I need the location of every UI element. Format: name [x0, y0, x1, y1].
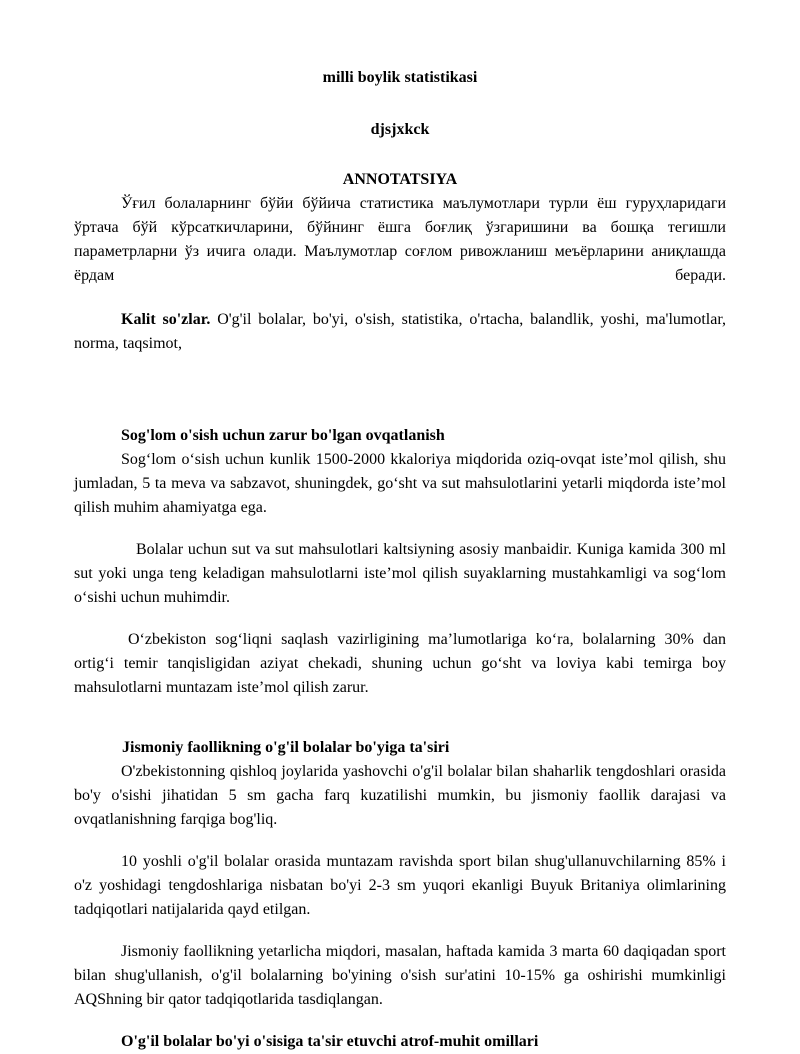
annotation-heading: ANNOTATSIYA	[342, 171, 458, 188]
keywords-label: Kalit so'zlar.	[121, 311, 211, 328]
activity-paragraph-3: Jismoniy faollikning yetarlicha miqdori, masalan, haftada kamida 3 marta 60 daqiqadan sport bilan shug'ullanish, o'g'il bolalarning bo'yining o'sish sur'atini 10-15% ga oshirishi mumkinligi AQShning bir qator tadqiqotlarida tasdiqlangan.	[74, 943, 726, 1008]
activity-paragraph-2: 10 yoshli o'g'il bolalar orasida muntazam ravishda sport bilan shug'ullanuvchilarning 85% i o'z yoshidagi tengdoshlariga nisbatan bo'yi 2-3 sm yuqori ekanligi Buyuk Britaniya olimlarining tadqiqotlari natijalarida qayd etilgan.	[74, 853, 726, 918]
keywords-text: O'g'il bolalar, bo'yi, o'sish, statistika, o'rtacha, balandlik, yoshi, ma'lumotlar, norma, taqsimot,	[74, 311, 727, 352]
nutrition-paragraph-1: Sog‘lom o‘sish uchun kunlik 1500-2000 kkaloriya miqdorida oziq-ovqat iste’mol qilish, shu jumladan, 5 ta meva va sabzavot, shuningdek, go‘sht va sut mahsulotlarini yetarli miqdorda iste’mol qilish muhim ahamiyatga ega.	[74, 451, 726, 516]
annotation-paragraph: Ўғил болаларнинг бўйи бўйича статистика маълумотлари турли ёш гуруҳларидаги ўртача бўй кўрсаткичларини, бўйнинг ёшга боғлиқ ўзгаришини ва бошқа тегишли параметрларни ўз ичига олади. Маълумотлар соғлом ривожланиш меъёрларини аниқлашда ёрдам беради.	[74, 195, 726, 284]
section-heading-environment: O'g'il bolalar bo'yi o'sisiga ta'sir etuvchi atrof-muhit omillari	[121, 1033, 539, 1050]
document-title: milli boylik statistikasi	[322, 69, 478, 86]
document-page	[74, 64, 726, 1054]
section-heading-nutrition: Sog'lom o'sish uchun zarur bo'lgan ovqatlanish	[121, 427, 445, 444]
activity-paragraph-1: O'zbekistonning qishloq joylarida yashovchi o'g'il bolalar bilan shaharlik tengdoshlari orasida bo'y o'sishi jihatidan 5 sm gacha farq kuzatilishi mumkin, bu jismoniy faollik darajasi va ovqatlanishning farqiga bog'liq.	[74, 763, 726, 828]
keywords-paragraph	[74, 308, 726, 356]
document-subtitle: djsjxkck	[370, 121, 430, 138]
nutrition-paragraph-3: O‘zbekiston sog‘liqni saqlash vazirligining ma’lumotlariga ko‘ra, bolalarning 30% dan ortig‘i temir tanqisligidan aziyat chekadi, shuning uchun go‘sht va loviya kabi temirga boy mahsulotlarni muntazam iste’mol qilish zarur.	[74, 631, 726, 696]
section-heading-physical-activity: Jismoniy faollikning o'g'il bolalar bo'yiga ta'siri	[122, 739, 450, 756]
nutrition-paragraph-2: Bolalar uchun sut va sut mahsulotlari kaltsiyning asosiy manbaidir. Kuniga kamida 300 ml sut yoki unga teng keladigan mahsulotlarni iste’mol qilish suyaklarning mustahkamligi va sog‘lom o‘sishi uchun muhimdir.	[74, 541, 726, 606]
